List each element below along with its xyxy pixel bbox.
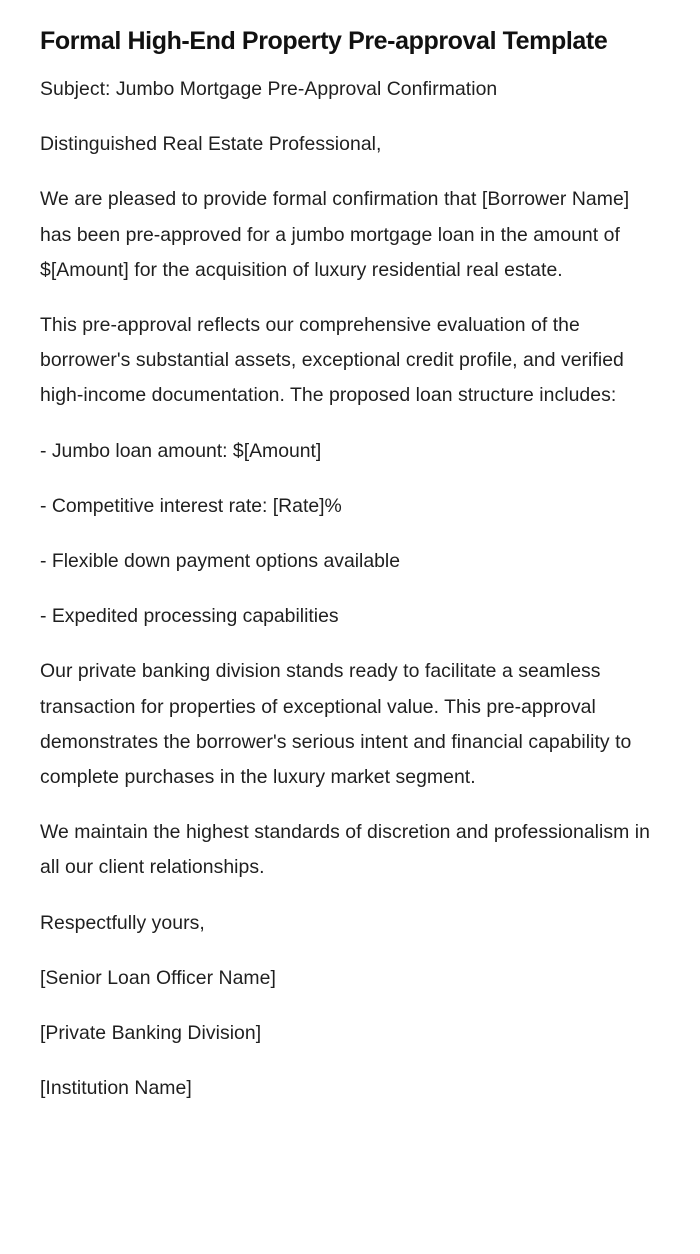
body-paragraph-private-banking: Our private banking division stands ready to facilitate a seamless transaction for properties of exceptional value. This pre-approval demonstrates the borrower's serious intent and financial capability to complete purchases in the luxury market segment. xyxy=(40,660,632,789)
body-paragraph-discretion: We maintain the highest standards of discretion and professionalism in all our client relationships. xyxy=(40,821,650,879)
body-paragraph-evaluation: This pre-approval reflects our comprehensive evaluation of the borrower's substantial assets, exceptional credit profile, and verified high-income documentation. The proposed loan structure includes: xyxy=(40,314,624,407)
subject-line: Subject: Jumbo Mortgage Pre-Approval Confirmation xyxy=(40,78,498,100)
loan-structure-list xyxy=(40,434,660,635)
body-paragraph-confirmation: We are pleased to provide formal confirmation that [Borrower Name] has been pre-approved for a jumbo mortgage loan in the amount of $[Amount] for the acquisition of luxury residential real estate. xyxy=(40,188,630,281)
list-item-processing: - Expedited processing capabilities xyxy=(40,605,339,628)
list-item-interest-rate: - Competitive interest rate: [Rate]% xyxy=(40,494,342,517)
signature-institution: [Institution Name] xyxy=(40,1077,192,1100)
signature-division: [Private Banking Division] xyxy=(40,1022,262,1045)
signature-name: [Senior Loan Officer Name] xyxy=(40,966,276,989)
list-item-down-payment: - Flexible down payment options available xyxy=(40,550,401,573)
page-title: Formal High-End Property Pre-approval Template xyxy=(40,27,608,55)
closing-line: Respectfully yours, xyxy=(40,911,205,934)
list-item-loan-amount: - Jumbo loan amount: $[Amount] xyxy=(40,439,322,462)
salutation: Distinguished Real Estate Professional, xyxy=(40,133,382,156)
